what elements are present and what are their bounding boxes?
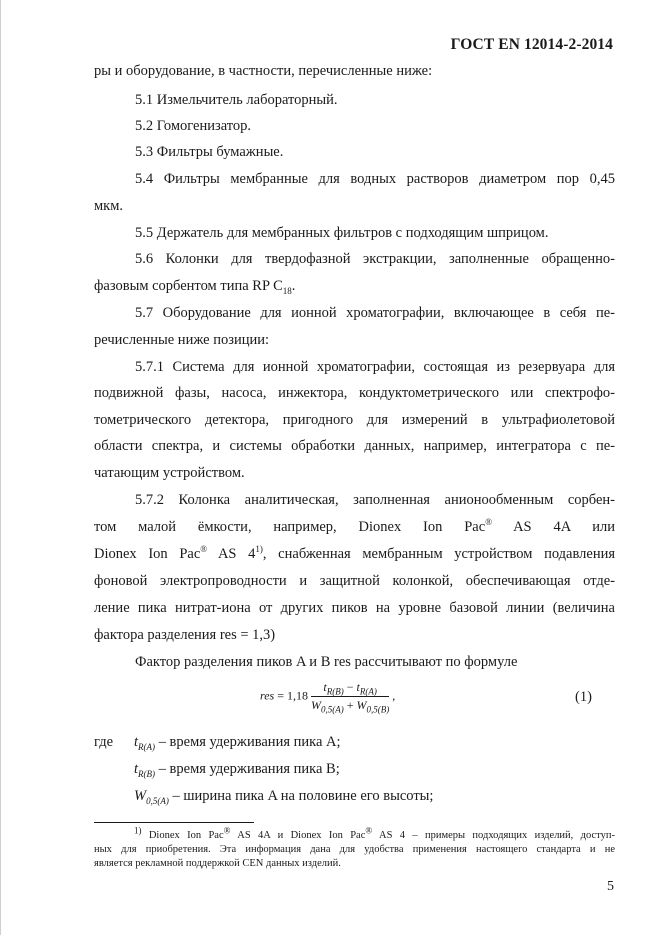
- text-line: области спектра, и системы обработки данных, например, интегратора с пе-: [94, 438, 615, 454]
- where-row-w05a: $W_{0,5(A)}$ – ширина пика A на половине его высоты;: [134, 788, 434, 806]
- item-5-7-2: 5.7.2 Колонка аналитическая, заполненная анионообменным сорбен-: [135, 492, 615, 508]
- footnote-line: ных для приобретения. Эта информация дана для удобства применения настоящего стандарта и не: [94, 844, 615, 855]
- document-header: ГОСТ EN 12014-2-2014: [450, 36, 613, 53]
- formula-1: res = 1,18 $\frac{t_{R(B)} - t_{R(A)}}{W_{0,5(A)} + W_{0,5(B)}}$ ,: [260, 680, 396, 715]
- item-5-1: 5.1 Измельчитель лабораторный.: [135, 92, 338, 108]
- item-5-7: 5.7 Оборудование для ионной хроматографии, включающее в себя пе-: [135, 305, 615, 321]
- footnote-separator: [94, 822, 254, 823]
- text-line: Dionex Ion Pac® AS 4$^{1)}$, снабженная мембранным устройством подавления: [94, 544, 616, 562]
- text-line: тометрического детектора, пригодного для измерений в ультрафиолетовой: [94, 412, 615, 428]
- formula-fraction: $\frac{t_{R(B)} - t_{R(A)}}{W_{0,5(A)} + W_{0,5(B)}}$: [311, 680, 390, 715]
- text-line: фазовым сорбентом типа RP $C_{18}$.: [94, 278, 296, 296]
- footnote-line: является рекламной поддержкой CEN данных изделий.: [94, 858, 341, 869]
- text-line: том малой ёмкости, например, Dionex Ion Pac® AS 4A или: [94, 517, 615, 535]
- formula-intro: Фактор разделения пиков A и B res рассчитывают по формуле: [135, 654, 518, 670]
- text-line: речисленные ниже позиции:: [94, 332, 270, 348]
- item-5-5: 5.5 Держатель для мембранных фильтров с подходящим шприцом.: [135, 225, 549, 241]
- item-5-3: 5.3 Фильтры бумажные.: [135, 144, 284, 160]
- equation-number: (1): [575, 689, 592, 705]
- page-number: 5: [607, 879, 614, 894]
- where-label: где: [94, 734, 114, 750]
- footnote: [94, 825, 615, 871]
- footnote-line: $^{1)}$ Dionex Ion Pac® AS 4A и Dionex Ion Pac® AS 4 – примеры подходящих изделий, доступ-: [134, 825, 615, 841]
- text-line: подвижной фазы, насоса, инжектора, кондуктометрического или спектрофо-: [94, 385, 615, 401]
- where-row-tra: $t_{R(A)}$ – время удерживания пика A;: [134, 734, 341, 752]
- text-line: ры и оборудование, в частности, перечисленные ниже:: [94, 63, 433, 79]
- text-line: мкм.: [94, 198, 124, 214]
- item-5-6: 5.6 Колонки для твердофазной экстракции, заполненные обращенно-: [135, 251, 615, 267]
- item-5-2: 5.2 Гомогенизатор.: [135, 118, 252, 134]
- text-line: фоновой электропроводности и защитной колонкой, обеспечивающая отде-: [94, 573, 615, 589]
- where-row-trb: $t_{R(B)}$ – время удерживания пика B;: [134, 761, 340, 779]
- text-line: ление пика нитрат-иона от других пиков на уровне базовой линии (величина: [94, 600, 615, 616]
- item-5-7-1: 5.7.1 Система для ионной хроматографии, состоящая из резервуара для: [135, 359, 615, 375]
- text-line: чатающим устройством.: [94, 465, 245, 481]
- text-line: фактора разделения res = 1,3): [94, 627, 276, 643]
- item-5-4: 5.4 Фильтры мембранные для водных растворов диаметром пор 0,45: [135, 171, 615, 187]
